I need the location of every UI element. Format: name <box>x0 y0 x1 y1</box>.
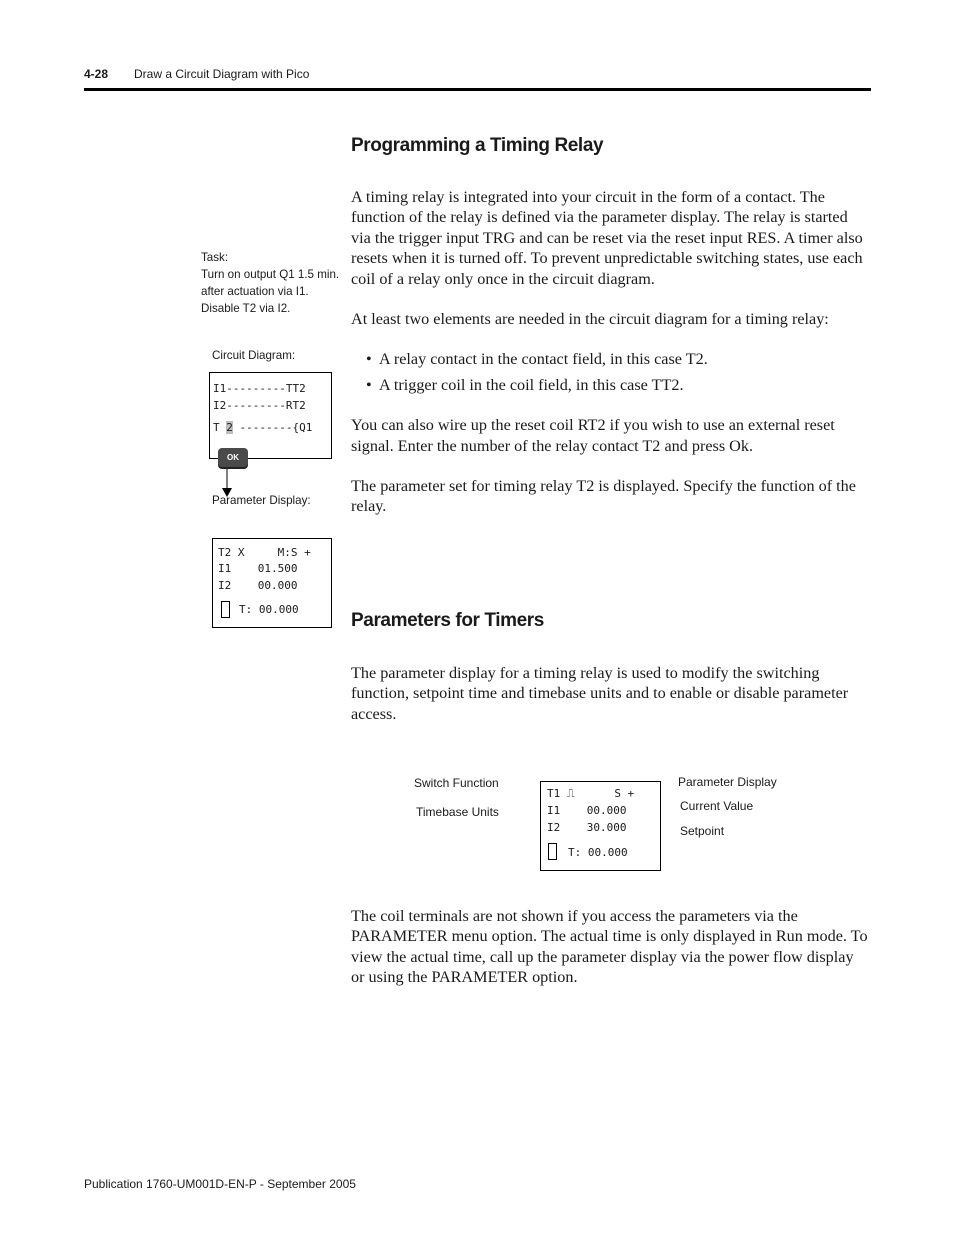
header-rule <box>84 88 871 91</box>
paragraph: You can also wire up the reset coil RT2 if you wish to use an external reset signal. Enter the number of the relay contact T2 and press Ok. <box>351 416 835 455</box>
task-line: Disable T2 via I2. <box>201 302 291 315</box>
circuit-diagram-display <box>209 372 332 459</box>
chapter-title: Draw a Circuit Diagram with Pico <box>134 67 310 81</box>
circuit-diagram-label: Circuit Diagram: <box>212 349 296 362</box>
current-value-callout: Current Value <box>680 799 754 813</box>
circuit-line: I2---------RT2 <box>213 399 306 412</box>
cursor-box-icon <box>221 601 230 618</box>
section1-body <box>351 187 869 517</box>
timer-line-suffix: S + <box>574 787 635 800</box>
section2-intro <box>351 663 869 724</box>
switch-function-label: Switch Function <box>414 776 499 790</box>
timebase-units-label: Timebase Units <box>416 805 499 819</box>
bullet-icon: • <box>366 350 372 369</box>
pulse-icon: ⎍ <box>566 787 575 800</box>
ok-button[interactable]: OK <box>218 448 248 467</box>
bullet-list <box>351 349 869 395</box>
paragraph: The parameter display for a timing relay is used to modify the switching function, setpoint time and timebase units and to enable or disable parameter access. <box>351 664 849 723</box>
timer-line <box>547 787 634 801</box>
timer-id: T1 <box>547 787 567 800</box>
section-heading-timing-relay: Programming a Timing Relay <box>351 135 604 156</box>
list-item-text: A relay contact in the contact field, in this case T2. <box>379 350 708 369</box>
list-item-text: A trigger coil in the coil field, in this case TT2. <box>379 375 684 394</box>
timer-line: I2 30.000 <box>547 821 627 834</box>
page-number: 4-28 <box>84 67 109 81</box>
timer-time: T: 00.000 <box>568 846 628 859</box>
parameter-display-label: Parameter Display: <box>212 494 311 507</box>
paragraph: At least two elements are needed in the circuit diagram for a timing relay: <box>351 310 829 329</box>
task-line: Task: <box>201 251 229 264</box>
param-line: I2 00.000 <box>218 579 298 592</box>
footer-publication: Publication 1760-UM001D-EN-P - September 2005 <box>84 1177 356 1191</box>
section2-body <box>351 906 869 988</box>
cursor-box-icon <box>548 843 557 860</box>
task-line: after actuation via I1. <box>201 285 309 298</box>
circuit-suffix: --------{Q1 <box>232 421 313 434</box>
timer-line: I1 00.000 <box>547 804 627 817</box>
parameter-display <box>212 538 332 628</box>
param-line: T2 X M:S + <box>218 546 311 559</box>
task-note <box>201 249 346 317</box>
paragraph: The parameter set for timing relay T2 is displayed. Specify the function of the relay. <box>351 477 856 516</box>
list-item <box>366 349 869 369</box>
paragraph: A timing relay is integrated into your circuit in the form of a contact. The function of the relay is defined via the parameter display. The relay is started via the trigger input TRG and can be reset via the reset input RES. A timer also resets when it is turned off. To prevent unpredictable switching states, use each coil of a relay only once in the circuit diagram. <box>351 188 863 288</box>
circuit-line <box>213 421 312 435</box>
circuit-cursor: 2 <box>226 421 233 434</box>
timer-parameter-display <box>540 781 661 871</box>
task-line: Turn on output Q1 1.5 min. <box>201 268 340 281</box>
circuit-line: I1---------TT2 <box>213 382 306 395</box>
parameter-display-callout: Parameter Display <box>678 775 777 789</box>
list-item <box>366 375 869 395</box>
bullet-icon: • <box>366 375 372 394</box>
circuit-prefix: T <box>213 421 227 434</box>
paragraph: The coil terminals are not shown if you access the parameters via the PARAMETER menu option. The actual time is only displayed in Run mode. To view the actual time, call up the parameter display via the power flow display or using the PARAMETER option. <box>351 907 868 987</box>
param-line: I1 01.500 <box>218 562 298 575</box>
section-heading-parameters-for-timers: Parameters for Timers <box>351 610 544 631</box>
param-time: T: 00.000 <box>239 603 299 616</box>
setpoint-callout: Setpoint <box>680 824 725 838</box>
